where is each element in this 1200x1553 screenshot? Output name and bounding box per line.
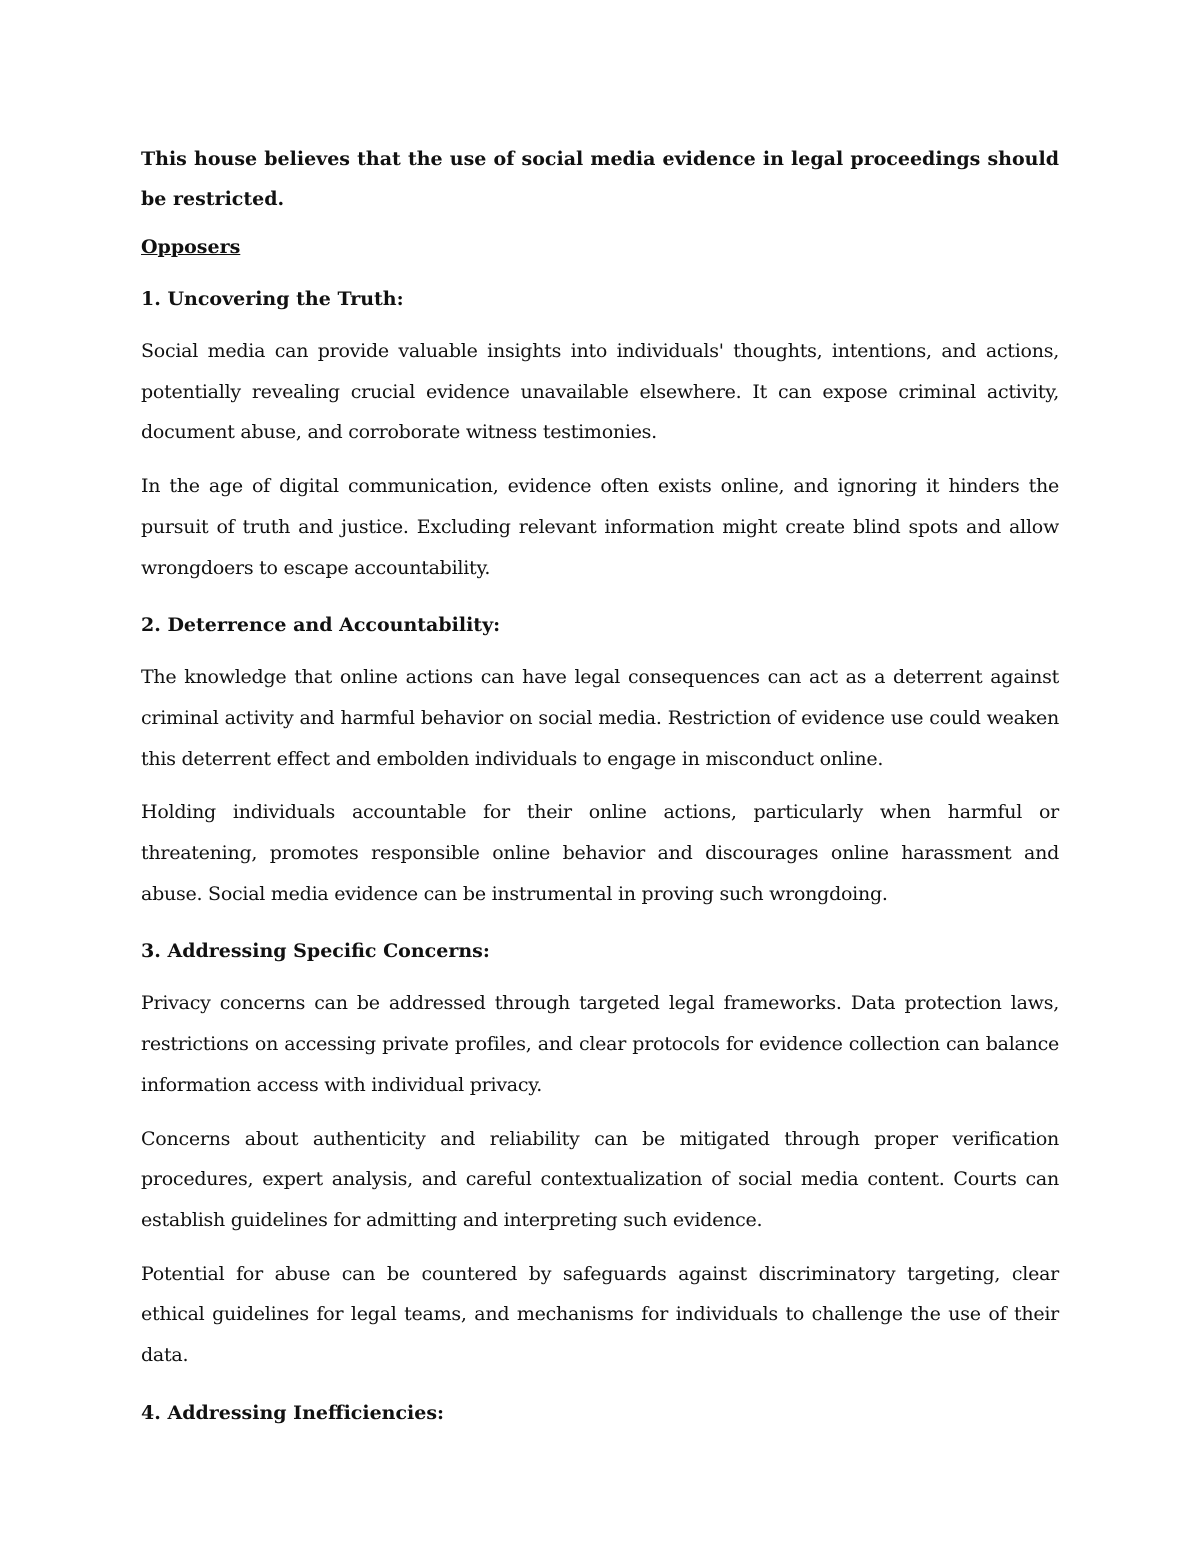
paragraph: Privacy concerns can be addressed through targeted legal frameworks. Data protection laws, restrictions on accessing private profiles, and clear protocols for evidence collection can balance information access with individual privacy. (141, 992, 1059, 1096)
heading-inefficiencies: 4. Addressing Inefficiencies: (141, 1401, 445, 1424)
document-body (141, 139, 1059, 1428)
paragraph: Holding individuals accountable for their online actions, particularly when harmful or threatening, promotes responsible online behavior and discourages online harassment and abuse. Social media evidence can be instrumental in proving such wrongdoing. (141, 801, 1059, 905)
section-label-opposers: Opposers (141, 236, 241, 258)
paragraph: Concerns about authenticity and reliability can be mitigated through proper verification procedures, expert analysis, and careful contextualization of social media content. Courts can establish guidelines for admitting and interpreting such evidence. (141, 1127, 1059, 1231)
motion-title: This house believes that the use of social media evidence in legal proceedings should be restricted. (141, 148, 1059, 210)
heading-specific-concerns: 3. Addressing Specific Concerns: (141, 940, 490, 963)
paragraph: Social media can provide valuable insights into individuals' thoughts, intentions, and actions, potentially revealing crucial evidence unavailable elsewhere. It can expose criminal activity, document abuse, and corroborate witness testimonies. (141, 340, 1059, 444)
paragraph: The knowledge that online actions can have legal consequences can act as a deterrent against criminal activity and harmful behavior on social media. Restriction of evidence use could weaken this deterrent effect and embolden individuals to engage in misconduct online. (141, 666, 1059, 770)
heading-deterrence-accountability: 2. Deterrence and Accountability: (141, 614, 501, 637)
heading-uncovering-truth: 1. Uncovering the Truth: (141, 288, 404, 310)
paragraph: Potential for abuse can be countered by safeguards against discriminatory targeting, clear ethical guidelines for legal teams, and mechanisms for individuals to challenge the use of their data. (141, 1262, 1059, 1367)
paragraph: In the age of digital communication, evidence often exists online, and ignoring it hinders the pursuit of truth and justice. Excluding relevant information might create blind spots and allow wrongdoers to escape accountability. (141, 475, 1059, 579)
